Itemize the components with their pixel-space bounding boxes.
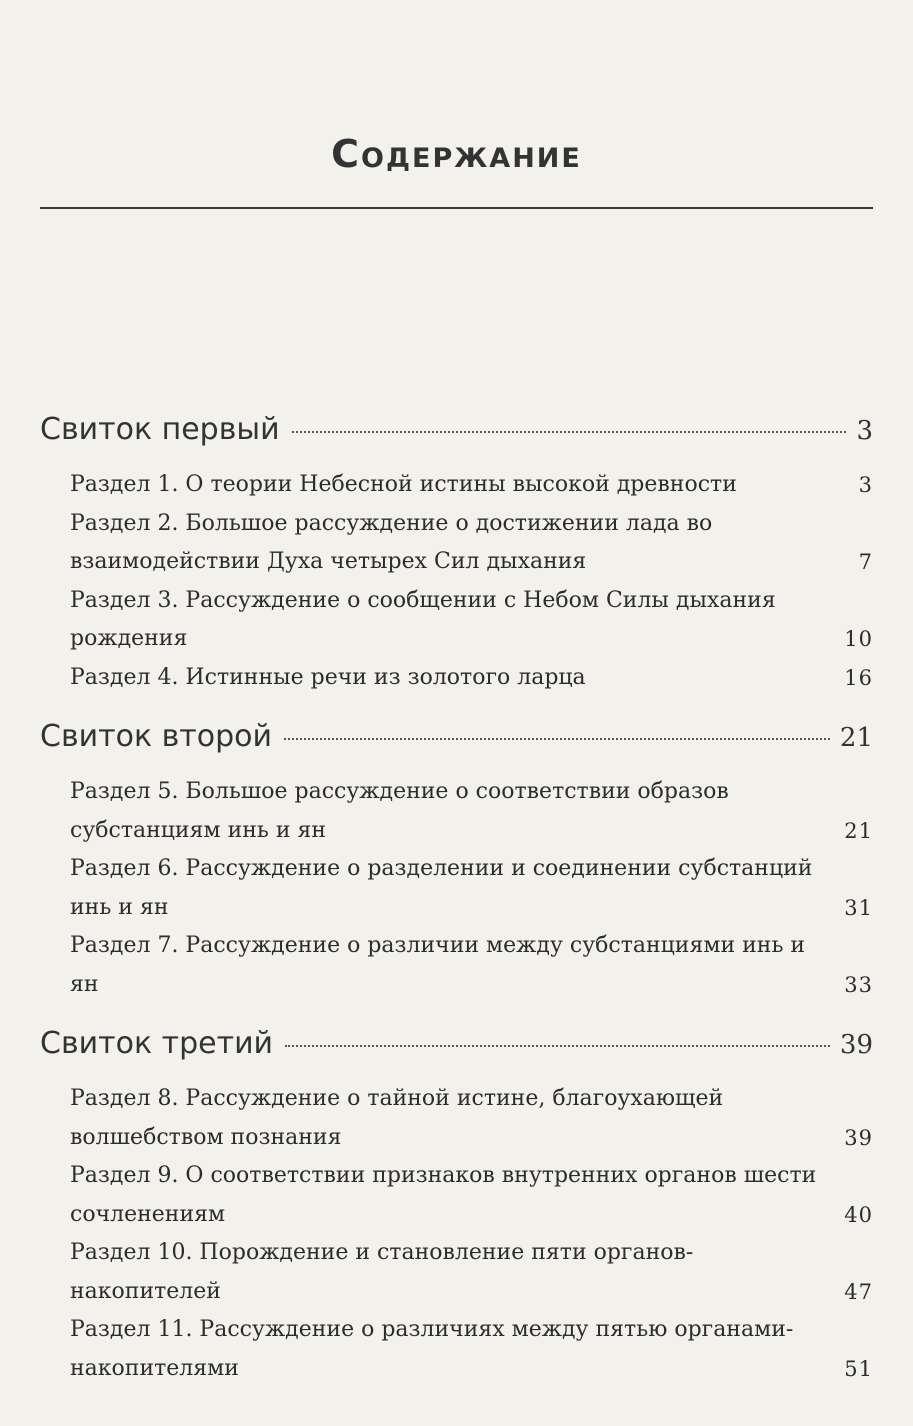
- scroll-page-number: 3: [856, 416, 873, 446]
- scroll-third: [40, 1026, 873, 1410]
- section-entry: [70, 773, 873, 850]
- section-title: Раздел 1. О теории Небесной истины высокой древности: [70, 472, 737, 497]
- section-title: Раздел 5. Большое рассуждение о соответствии образов субстанциям инь и ян: [70, 779, 729, 843]
- section-entry: [70, 582, 873, 659]
- section-page-number: 33: [844, 972, 873, 997]
- section-title: Раздел 7. Рассуждение о различии между субстанциями инь и ян: [70, 933, 806, 997]
- section-entry: [70, 1080, 873, 1157]
- section-page-number: 3: [858, 473, 873, 497]
- section-entry: [70, 1234, 873, 1311]
- section-entry: [70, 927, 873, 1004]
- section-list: [40, 1080, 873, 1410]
- section-title: Раздел 6. Рассуждение о разделении и соединении субстанций инь и ян: [70, 856, 813, 920]
- section-title: Раздел 10. Порождение и становление пяти органов-накопителей: [70, 1240, 694, 1304]
- section-entry: [70, 1157, 873, 1234]
- scroll-heading: [40, 1026, 873, 1080]
- section-page-number: 40: [844, 1202, 873, 1227]
- section-page-number: 31: [844, 895, 873, 920]
- section-page-number: 16: [844, 665, 873, 690]
- scroll-heading: [40, 719, 873, 773]
- scroll-label: Свиток первый: [40, 412, 280, 447]
- section-title: Раздел 11. Рассуждение о различиях между пятью органами-накопителями: [70, 1317, 794, 1381]
- section-title: Раздел 4. Истинные речи из золотого ларца: [70, 664, 586, 690]
- section-page-number: 10: [844, 627, 873, 651]
- section-entry: [70, 1311, 873, 1388]
- section-list: [40, 773, 873, 1026]
- scroll-heading: [40, 412, 873, 466]
- scroll-label: Свиток третий: [40, 1026, 274, 1061]
- section-page-number: 51: [844, 1356, 873, 1381]
- page-title: Содержание: [331, 132, 582, 176]
- section-title: Раздел 9. О соответствии признаков внутренних органов шести сочленениям: [70, 1163, 817, 1227]
- section-page-number: 7: [858, 550, 873, 574]
- scroll-page-number: 21: [839, 723, 873, 753]
- section-title: Раздел 2. Большое рассуждение о достижении лада во взаимодействии Духа четырех Сил дыхания: [70, 510, 713, 574]
- section-entry: [70, 466, 873, 505]
- section-title: Раздел 8. Рассуждение о тайной истине, благоухающей волшебством познания: [70, 1086, 724, 1150]
- dot-leader: [285, 1045, 830, 1047]
- dot-leader: [284, 738, 830, 740]
- section-list: [40, 466, 873, 719]
- scroll-page-number: 39: [839, 1030, 873, 1060]
- section-page-number: 47: [844, 1279, 873, 1304]
- section-entry: [70, 659, 873, 698]
- section-page-number: 39: [844, 1125, 873, 1150]
- section-title: Раздел 3. Рассуждение о сообщении с Небом Силы дыхания рождения: [70, 587, 776, 651]
- scroll-second: [40, 719, 873, 1026]
- title-divider: [40, 207, 873, 209]
- scroll-label: Свиток второй: [40, 719, 273, 754]
- section-entry: [70, 850, 873, 927]
- table-of-contents: [40, 412, 873, 1410]
- section-entry: [70, 505, 873, 582]
- scroll-first: [40, 412, 873, 719]
- dot-leader: [292, 431, 847, 433]
- section-page-number: 21: [844, 818, 873, 843]
